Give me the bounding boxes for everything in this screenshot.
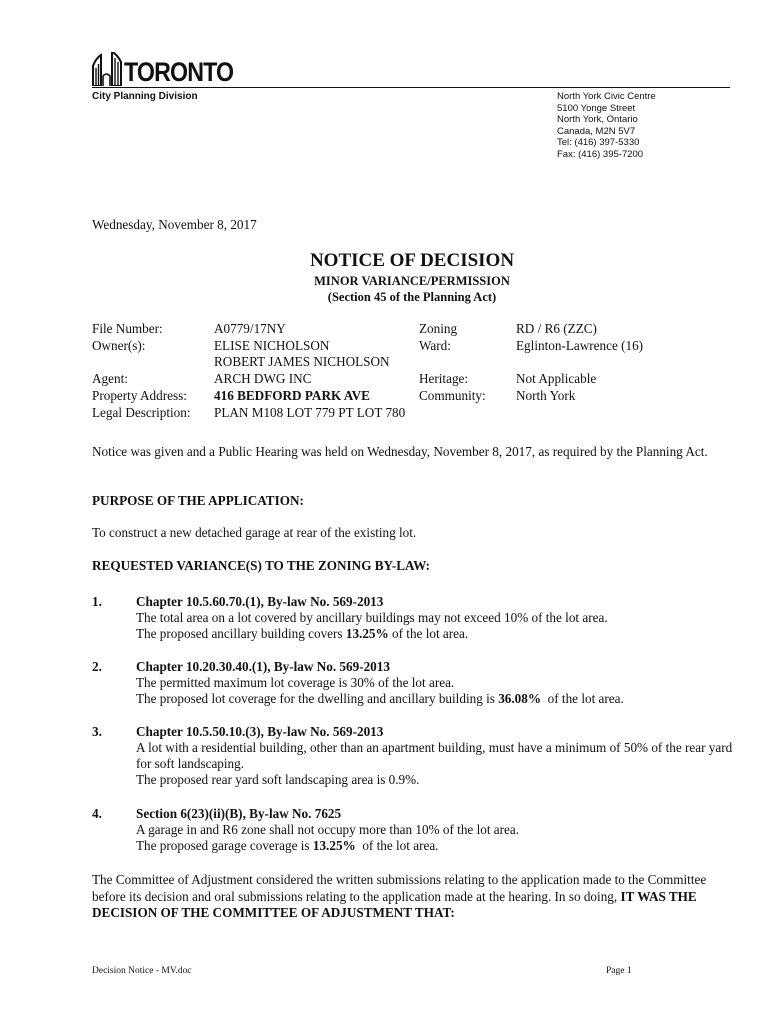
proposal-text-end: of the lot area. bbox=[355, 838, 439, 853]
division-name: City Planning Division bbox=[92, 91, 198, 102]
variance-number: 3. bbox=[92, 724, 102, 739]
variance-item bbox=[136, 594, 736, 642]
proposal-value: 13.25% bbox=[312, 838, 356, 853]
variance-proposal bbox=[136, 838, 736, 854]
variance-heading: Chapter 10.5.50.10.(3), By-law No. 569-2013 bbox=[136, 724, 384, 739]
variance-number: 1. bbox=[92, 594, 102, 609]
committee-text: The Committee of Adjustment considered the written submissions relating to the application made to the Committee before its decision and oral submissions relating to the application made at the hearing. In so doing, bbox=[92, 872, 707, 904]
logo-wordmark: TORONTO bbox=[124, 57, 234, 87]
address-line: Canada, M2N 5V7 bbox=[557, 125, 636, 137]
header-rule bbox=[92, 87, 730, 88]
subtitle: MINOR VARIANCE/PERMISSION bbox=[314, 274, 510, 288]
subtitle-act: (Section 45 of the Planning Act) bbox=[327, 290, 497, 304]
heritage-value: Not Applicable bbox=[516, 371, 597, 386]
variances-heading: REQUESTED VARIANCE(S) TO THE ZONING BY-LAW: bbox=[92, 558, 430, 573]
ward-value: Eglinton-Lawrence (16) bbox=[516, 338, 644, 353]
owners-label: Owner(s): bbox=[92, 338, 146, 353]
file-number-label: File Number: bbox=[92, 321, 163, 336]
variance-item bbox=[136, 659, 736, 707]
page-number: Page 1 bbox=[606, 966, 632, 976]
proposal-text-end: of the lot area. bbox=[388, 626, 469, 641]
agent-label: Agent: bbox=[92, 371, 128, 386]
owner-name: ELISE NICHOLSON bbox=[214, 338, 330, 353]
proposal-text: The proposed garage coverage is bbox=[136, 838, 313, 853]
address-line: 5100 Yonge Street bbox=[557, 102, 636, 114]
ward-label: Ward: bbox=[419, 338, 451, 353]
property-address-label: Property Address: bbox=[92, 388, 187, 403]
community-label: Community: bbox=[419, 388, 486, 403]
address-line: North York Civic Centre bbox=[557, 91, 656, 102]
variance-proposal bbox=[136, 626, 736, 642]
address-phone: Tel: (416) 397-5330 bbox=[557, 137, 640, 149]
property-address: 416 BEDFORD PARK AVE bbox=[214, 388, 370, 403]
variance-requirement: A lot with a residential building, other than an apartment building, must have a minimum of 50% of the rear yard for soft landscaping. bbox=[136, 740, 733, 771]
purpose-heading: PURPOSE OF THE APPLICATION: bbox=[92, 493, 304, 508]
legal-description-label: Legal Description: bbox=[92, 405, 191, 420]
proposal-text: The proposed ancillary building covers bbox=[136, 626, 346, 641]
file-number: A0779/17NY bbox=[214, 321, 286, 336]
proposal-text-end: of the lot area. bbox=[541, 691, 624, 706]
footer-filename: Decision Notice - MV.doc bbox=[92, 966, 192, 976]
address-line: North York, Ontario bbox=[557, 114, 638, 126]
variance-heading: Chapter 10.20.30.40.(1), By-law No. 569-2013 bbox=[136, 659, 390, 674]
proposal-value: 13.25% bbox=[345, 626, 389, 641]
toronto-logo bbox=[92, 46, 251, 86]
variance-proposal: The proposed rear yard soft landscaping area is 0.9%. bbox=[136, 772, 420, 787]
committee-statement bbox=[92, 872, 742, 922]
variance-requirement: The permitted maximum lot coverage is 30% of the lot area. bbox=[136, 675, 455, 690]
zoning-label: Zoning bbox=[419, 321, 458, 336]
variance-requirement: A garage in and R6 zone shall not occupy more than 10% of the lot area. bbox=[136, 822, 520, 837]
variance-number: 2. bbox=[92, 659, 102, 674]
variance-heading: Chapter 10.5.60.70.(1), By-law No. 569-2013 bbox=[136, 594, 384, 609]
variance-item bbox=[136, 806, 736, 854]
proposal-text: The proposed lot coverage for the dwelling and ancillary building is bbox=[136, 691, 499, 706]
zoning-value: RD / R6 (ZZC) bbox=[516, 321, 597, 336]
agent-name: ARCH DWG INC bbox=[214, 371, 312, 386]
notice-date: Wednesday, November 8, 2017 bbox=[92, 217, 257, 232]
variance-item bbox=[136, 724, 736, 788]
office-address bbox=[557, 91, 656, 161]
hearing-notice: Notice was given and a Public Hearing was held on Wednesday, November 8, 2017, as required by the Planning Act. bbox=[92, 444, 708, 459]
variance-number: 4. bbox=[92, 806, 102, 821]
legal-description: PLAN M108 LOT 779 PT LOT 780 bbox=[214, 405, 406, 420]
proposal-value: 36.08% bbox=[498, 691, 542, 706]
city-hall-icon bbox=[92, 52, 122, 86]
committee-decision: IT WAS THE DECISION OF THE COMMITTEE OF ADJUSTMENT THAT: bbox=[92, 888, 697, 920]
address-fax: Fax: (416) 395-7200 bbox=[557, 148, 644, 160]
heritage-label: Heritage: bbox=[419, 371, 469, 386]
community-value: North York bbox=[516, 388, 576, 403]
purpose-text: To construct a new detached garage at rear of the existing lot. bbox=[92, 525, 417, 540]
owner-name: ROBERT JAMES NICHOLSON bbox=[214, 354, 390, 369]
variance-requirement: The total area on a lot covered by ancillary buildings may not exceed 10% of the lot area. bbox=[136, 610, 608, 625]
variance-heading: Section 6(23)(ii)(B), By-law No. 7625 bbox=[136, 806, 342, 821]
variance-proposal bbox=[136, 691, 736, 707]
page-title: NOTICE OF DECISION bbox=[309, 250, 515, 271]
